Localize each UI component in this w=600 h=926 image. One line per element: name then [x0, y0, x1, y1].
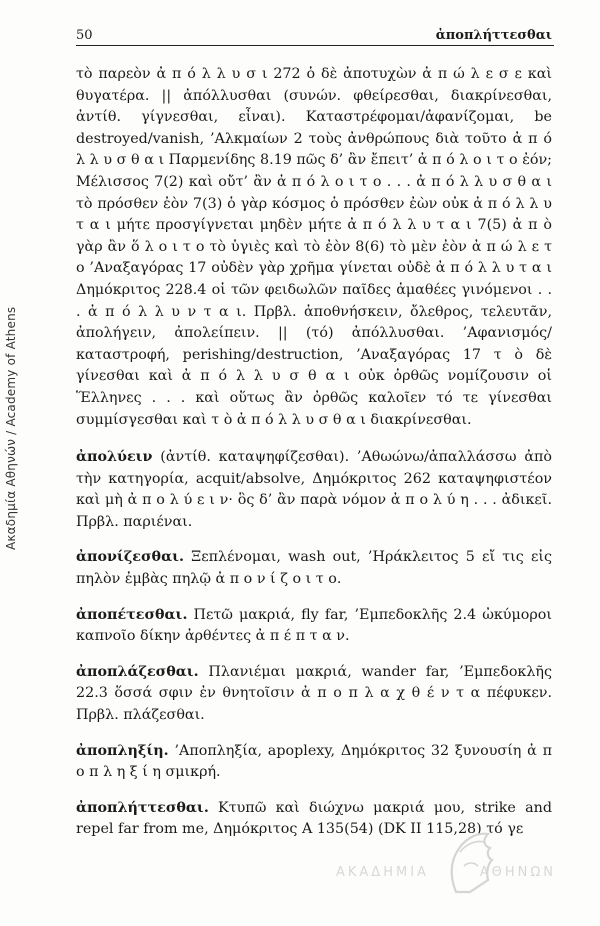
dictionary-entry [76, 662, 552, 727]
running-head: ἀποπλήττεσθαι [435, 28, 552, 43]
academy-watermark [336, 818, 556, 898]
dictionary-entry [76, 605, 552, 648]
entry-lemma: ἀπονίζεσθαι. [76, 549, 184, 566]
entry-text: (ἀντίθ. καταψηφίζεσθαι). ’Αθωώνω/ἀπαλλάσσω ἀπὸ τὴν κατηγορία, acquit/absolve, Δημόκριτος 262 καταψηφιστέον καὶ μὴ ἀ π ο λ ύ ε ι ν· ὃς δ’ ἂν παρὰ νόμον ἀ π ο λ ύ η . . . ἀδικεῖ. Πρβλ. παριέναι. [76, 449, 552, 530]
entry-lemma: ἀποπληξίη. [76, 742, 169, 759]
entry-text: ’Αποπληξία, apoplexy, Δημόκριτος 32 ξυνουσίη ἀ π ο π λ η ξ ί η σμικρή. [76, 742, 552, 781]
entry-lemma: ἀπολύειν [76, 449, 153, 466]
archive-credit: Ακαδημία Αθηνών / Academy of Athens [4, 306, 18, 550]
athena-head-icon [436, 822, 506, 898]
entry-lemma: ἀποπλήττεσθαι. [76, 799, 209, 816]
dictionary-entry [76, 741, 552, 784]
dictionary-entry [76, 547, 552, 590]
entry-text: τὸ παρεὸν ἀ π ό λ λ υ σ ι 272 ὁ δὲ ἀποτυχὼν ἀ π ώ λ ε σ ε καὶ θυγατέρα. || ἀπόλλυσθαι (συνών. φθείρεσθαι, διακρίνεσθαι, ἀντίθ. γίγνεσθαι, εἶναι). Καταστρέφομαι/ἀφανίζομαι, be destroyed/vanish, ’Αλκμαίων 2 τοὺς ἀνθρώπους διὰ τοῦτο ἀ π ό λ λ υ σ θ α ι Παρμενίδης 8.19 πῶς δ’ ἂν ἔπειτ’ ἀ π ό λ ο ι τ ο ἐόν; Μέλισσος 7(2) καὶ οὔτ’ ἂν ἀ π ό λ ο ι τ ο . . . ἀ π ό λ λ υ σ θ α ι τὸ πρόσθεν ἐὸν 7(3) ὁ γὰρ κόσμος ὁ πρόσθεν ἐὼν οὐκ ἀ π ό λ λ υ τ α ι μήτε προσγίγνεται μηδὲν μήτε ἀ π ό λ λ υ τ α ι 7(5) ἀ π ὸ γὰρ ἂν ὅ λ ο ι τ ο τὸ ὑγιὲς καὶ τὸ ἐὸν 8(6) τὸ μὲν ἐὸν ἀ π ώ λ ε τ ο ’Αναξαγόρας 17 οὐδὲν γὰρ χρῆμα γίνεται οὐδὲ ἀ π ό λ λ υ τ α ι Δημόκριτος 228.4 οἱ τῶν φειδωλῶν παῖδες ἀμαθέες γινόμενοι . . . ἀ π ό λ λ υ ν τ α ι. Πρβλ. ἀποθνήσκειν, ὄλεθρος, τελευτᾶν, ἀπολήγειν, ἀπολείπειν. || (τό) ἀπόλλυσθαι. ’Αφανισμός/καταστροφή, perishing/destruction, ’Αναξαγόρας 17 τ ὸ δὲ γίνεσθαι καὶ ἀ π ό λ λ υ σ θ α ι οὐκ ὀρθῶς νομίζουσιν οἱ Ἕλληνες . . . καὶ οὕτως ἂν ὀρθῶς καλοῖεν τό τε γίνεσθαι συμμίσγεσθαι καὶ τ ὸ ἀ π ό λ λ υ σ θ α ι διακρίνεσθαι. [76, 66, 552, 428]
entry-text: Κτυπῶ καὶ διώχνω μακριά μου, strike and repel far from me, Δημόκριτος Α 135(54) (DK II 115,28) τό γε [76, 799, 552, 838]
watermark-word: ΑΘΗΝΩΝ [479, 865, 556, 880]
entry-text: Ξεπλένομαι, wash out, ’Ηράκλειτος 5 εἴ τις εἰς πηλὸν ἐμβὰς πηλῷ ἀ π ο ν ί ζ ο ι τ ο. [76, 549, 552, 588]
watermark-word: ΑΚΑΔΗΜΙΑ [336, 865, 429, 880]
header-rule [76, 45, 554, 46]
entry-text: Πετῶ μακριά, fly far, ’Εμπεδοκλῆς 2.4 ὠκύμοροι καπνοῖο δίκην ἀρθέντες ἀ π έ π τ α ν. [76, 606, 552, 645]
page-number: 50 [76, 28, 93, 43]
entry-lemma: ἀποπλάζεσθαι. [76, 663, 199, 680]
entry-lemma: ἀποπέτεσθαι. [76, 606, 188, 623]
page-body [76, 64, 552, 855]
dictionary-entry [76, 64, 552, 431]
entry-text: Πλανιέμαι μακριά, wander far, ’Εμπεδοκλῆς 22.3 ὅσσά σφιν ἐν θνητοῖσιν ἀ π ο π λ α χ θ έ ν τ α πέφυκεν. Πρβλ. πλάζεσθαι. [76, 663, 552, 724]
dictionary-entry [76, 447, 552, 533]
